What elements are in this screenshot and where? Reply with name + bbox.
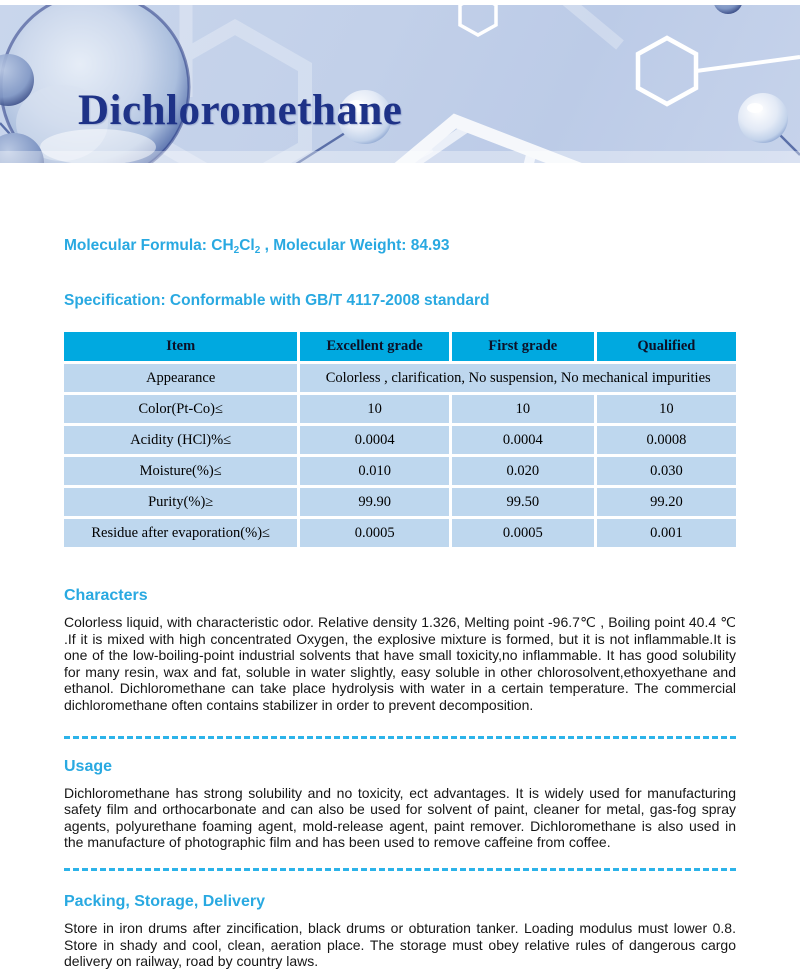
table-row [64,364,736,392]
section-body: Dichloromethane has strong solubility and no toxicity, ect advantages. It is widely used for manufacturing safety film and orthocarbonate and can also be used for solvent of paint, cleaner for metal, gas-fog spray agents, polyurethane foaming agent, mold-release agent, paint remover. Dichloromethane is also used in the manufacture of photographic film and has been used to remove caffeine from coffee. [64,784,736,851]
formula-subscript: 2 [233,245,240,256]
table-row [64,395,736,423]
row-value: 99.90 [300,488,449,516]
faint-hexagon-motif [165,5,620,163]
section-packing-storage-delivery [64,892,736,970]
row-value: 10 [597,395,736,423]
section-body: Colorless liquid, with characteristic odor. Relative density 1.326, Melting point -96.7℃ , Boiling point 40.4 ℃ .If it is mixed with high concentrated Oxygen, the explosive mixture is formed, but it is not inflammable.It is one of the low-boiling-point industrial solvents that have small toxicity,no inflammable. It has good solubility for many resin, wax and fat, soluble in water slightly, easy soluble in other chlorosolvent,ethoxyethane and ethanol. Dichloromethane can take place hydrolysis with water in a certain temperature. The commercial dichloromethane often contains stabilizer in order to prevent decomposition. [64,614,736,713]
glass-sphere-large [0,5,189,163]
banner [0,5,800,163]
row-value: 10 [300,395,449,423]
section-usage [64,757,736,851]
specification-line: Specification: Conformable with GB/T 4117-2008 standard [64,292,490,309]
row-item-label: Residue after evaporation(%)≤ [64,519,297,547]
row-item-label: Appearance [64,364,297,392]
col-header-qualified: Qualified [597,332,736,361]
row-value: 0.0005 [300,519,449,547]
row-item-label: Color(Pt-Co)≤ [64,395,297,423]
table-row [64,426,736,454]
table-header-row [64,332,736,361]
spec-table [61,329,739,550]
row-value: 99.20 [597,488,736,516]
col-header-item: Item [64,332,297,361]
dashed-divider [64,868,736,871]
formula-mid: Cl [239,237,255,254]
row-item-label: Purity(%)≥ [64,488,297,516]
row-value: 10 [452,395,594,423]
banner-decoration [0,5,800,163]
page-title: Dichloromethane [78,87,403,134]
glass-bubble-small [338,5,788,144]
table-row [64,519,736,547]
col-header-first: First grade [452,332,594,361]
row-value: 0.030 [597,457,736,485]
row-value: 0.0005 [452,519,594,547]
formula-rest: , Molecular Weight: 84.93 [260,237,450,254]
row-value: 0.0004 [300,426,449,454]
formula-subscript: 2 [254,245,261,256]
section-body: Store in iron drums after zincification, black drums or obturation tanker. Loading modulus must lower 0.8. Store in shady and cool, clean, aeration place. The storage must obey relative rules of dangerous cargo delivery on railway, road by country laws. [64,919,736,970]
content [0,163,800,970]
section-heading: Packing, Storage, Delivery [64,892,265,910]
section-heading: Usage [64,757,113,775]
dashed-divider [64,736,736,739]
section-heading: Characters [64,587,148,604]
formula-pre: Molecular Formula: CH [64,237,234,254]
table-row [64,457,736,485]
col-header-excellent: Excellent grade [300,332,449,361]
hexagon-outlines [460,5,800,104]
row-item-label: Acidity (HCl)%≤ [64,426,297,454]
row-span-value: Colorless , clarification, No suspension, No mechanical impurities [300,364,736,392]
row-value: 0.0004 [452,426,594,454]
table-row [64,488,736,516]
banner-bottom-band [0,151,800,163]
row-value: 99.50 [452,488,594,516]
row-item-label: Moisture(%)≤ [64,457,297,485]
row-value: 0.020 [452,457,594,485]
molecular-formula-line [64,236,736,261]
section-characters [64,586,736,714]
row-value: 0.001 [597,519,736,547]
row-value: 0.0008 [597,426,736,454]
row-value: 0.010 [300,457,449,485]
